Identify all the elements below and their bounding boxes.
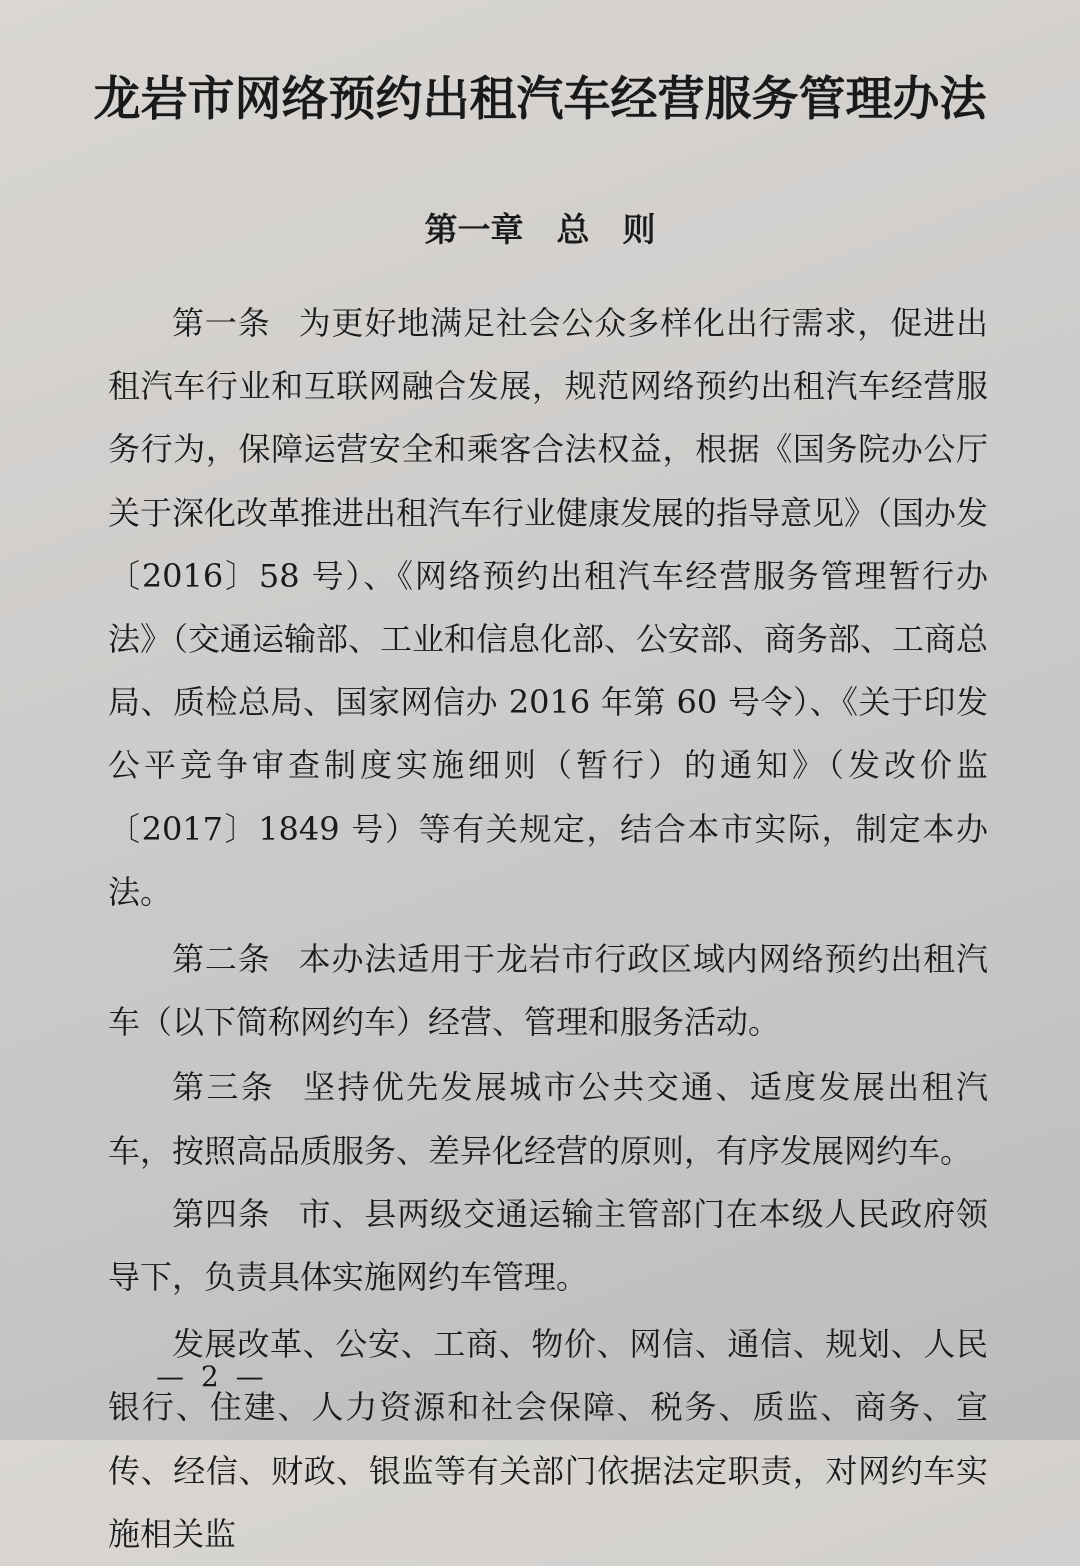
article-text: 坚持优先发展城市公共交通、适度发展出租汽车，按照高品质服务、差异化经营的原则，有序发展网约车。	[108, 1068, 988, 1170]
page-number: — 2 —	[156, 1360, 268, 1393]
article-text: 本办法适用于龙岩市行政区域内网络预约出租汽车（以下简称网约车）经营、管理和服务活动。	[108, 940, 988, 1042]
article-number: 第三条	[172, 1068, 276, 1107]
article-3	[108, 1056, 988, 1182]
article-text: 为更好地满足社会公众多样化出行需求，促进出租汽车行业和互联网融合发展，规范网络预约出租汽车经营服务行为，保障运营安全和乘客合法权益，根据《国务院办公厅关于深化改革推进出租汽车行业健康发展的指导意见》（国办发〔2016〕58 号）、《网络预约出租汽车经营服务管理暂行办法》（交通运输部、工业和信息化部、公安部、商务部、工商总局、质检总局、国家网信办 2016 年第 60 号令）、《关于印发公平竞争审查制度实施细则（暂行）的通知》（发改价监〔2017〕1849 号）等有关规定，结合本市实际，制定本办法。	[108, 304, 989, 911]
chapter-heading: 第一章 总 则	[424, 210, 656, 249]
article-2	[108, 928, 988, 1054]
paragraph-text: 发展改革、公安、工商、物价、网信、通信、规划、人民银行、住建、人力资源和社会保障、税务、质监、商务、宣传、经信、财政、银监等有关部门依据法定职责，对网约车实施相关监	[108, 1325, 988, 1553]
article-text: 市、县两级交通运输主管部门在本级人民政府领导下，负责具体实施网约车管理。	[108, 1194, 988, 1297]
article-number: 第四条	[172, 1194, 271, 1233]
document-title: 龙岩市网络预约出租汽车经营服务管理办法	[93, 72, 987, 127]
article-4	[108, 1183, 988, 1309]
article-1	[108, 292, 988, 924]
article-number: 第二条	[172, 940, 271, 979]
article-number: 第一条	[172, 304, 271, 342]
